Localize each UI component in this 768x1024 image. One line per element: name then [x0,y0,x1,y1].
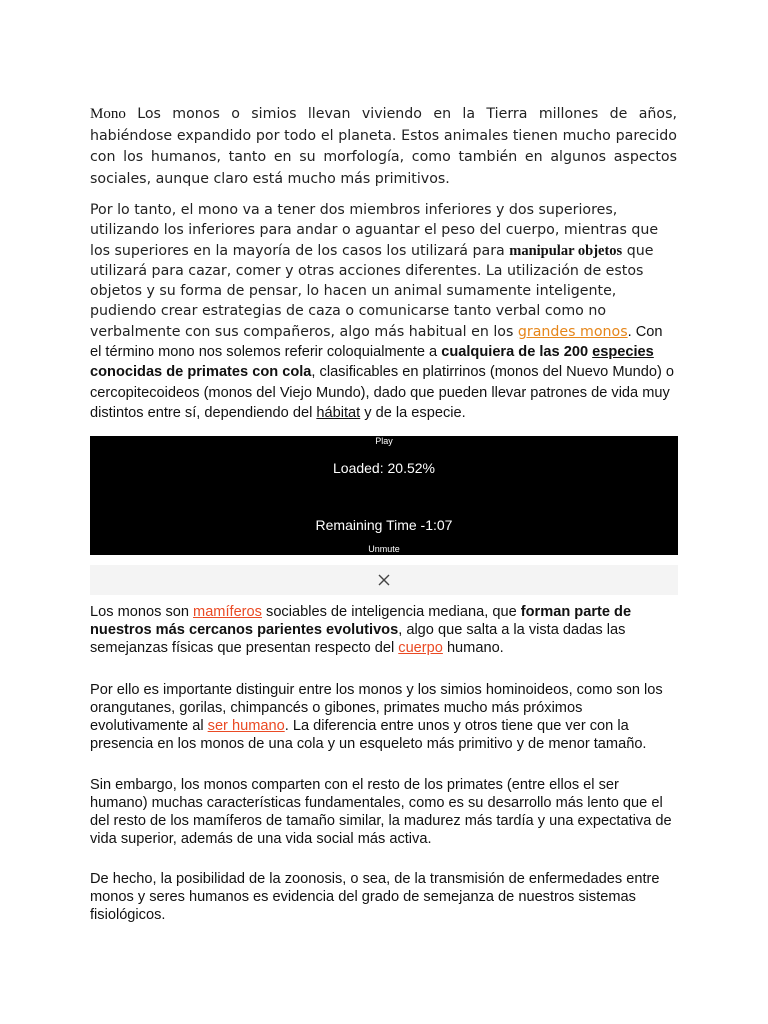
text-run: Los monos son [90,604,194,620]
anatomy-paragraph [90,200,677,423]
bold-phrase: conocidas de primates con cola [90,364,312,381]
intro-text: Los monos o simios llevan viviendo en la Tierra millones de años, habiéndose expandido por todo el planeta. Estos animales tienen mucho parecido con los humanos, tanto en su morfología, como también en algunos aspectos sociales, aunque claro está mucho más primitivos. [90,106,677,187]
text-run: , algo que salta a la vista dadas las semejanzas físicas que presentan respecto del [90,622,626,656]
link-habitat[interactable]: hábitat [316,404,361,421]
close-video-bar[interactable] [90,565,678,595]
unmute-button[interactable]: Unmute [368,544,400,554]
play-button[interactable]: Play [375,436,393,446]
intro-paragraph [90,104,677,190]
remaining-time: Remaining Time -1:07 [315,517,453,533]
text-run: sociables de inteligencia mediana, que [261,604,521,620]
link-mamiferos[interactable]: mamíferos [193,604,262,620]
text-run: que utilizará para cazar, comer y otras acciones diferentes. La utilización de estos objetos y su forma de pensar, lo hacen un animal sumamente inteligente, pudiendo crear estrategias de caza o comunicarse tanto verbal como no verbalmente con sus compañeros, algo más habitual en los [90,242,654,340]
link-grandes-monos[interactable]: grandes monos [517,323,628,340]
text-run: Por lo tanto, el mono va a tener dos miembros inferiores y dos superiores, utilizando los inferiores para andar o aguantar el peso del cuerpo, mientras que los superiores en la mayoría de los casos los utilizará para [90,202,659,259]
bold-phrase: forman parte de nuestros más cercanos parientes evolutivos [90,604,632,638]
title-word: Mono [90,106,126,122]
bold-phrase: cualquiera de las 200 [441,344,593,361]
zoonosis-paragraph: De hecho, la posibilidad de la zoonosis, o sea, de la transmisión de enfermedades entre monos y seres humanos es evidencia del grado de semejanza de nuestros sistemas fisiológicos. [90,871,660,923]
close-icon[interactable] [378,574,390,586]
distinction-paragraph [90,681,677,753]
bold-phrase: manipular objetos [509,242,623,259]
text-run: Por ello es importante distinguir entre los monos y los simios hominoideos, como son los orangutanes, gorilas, chimpancés o gibones, primates mucho más próximos evolutivamente al [90,682,663,734]
link-especies[interactable]: especies [592,344,654,361]
video-player[interactable] [90,436,678,555]
text-run: . Con el término mono nos solemos referir coloquialmente a [90,323,663,361]
shared-traits-paragraph: Sin embargo, los monos comparten con el resto de los primates (entre ellos el ser humano) muchas características fundamentales, como es su desarrollo más lento que el del resto de los mamíferos de tamaño similar, la madurez más tardía y una expectativa de vida superior, además de una vida social más activa. [90,777,672,847]
link-ser-humano[interactable]: ser humano [207,718,285,734]
link-cuerpo[interactable]: cuerpo [398,640,443,656]
loaded-status: Loaded: 20.52% [333,460,435,476]
text-run: y de la especie. [360,404,466,421]
text-run: humano. [442,640,504,656]
mammals-paragraph [90,603,677,657]
text-run: , clasificables en platirrinos (monos del Nuevo Mundo) o cercopitecoideos (monos del Viejo Mundo), dado que pueden llevar patrones de vida muy distintos entre sí, dependiendo del [90,364,675,421]
text-run: . La diferencia entre unos y otros tiene que ver con la presencia en los monos de una cola y un esqueleto más primitivo y de menor tamaño. [90,718,647,752]
